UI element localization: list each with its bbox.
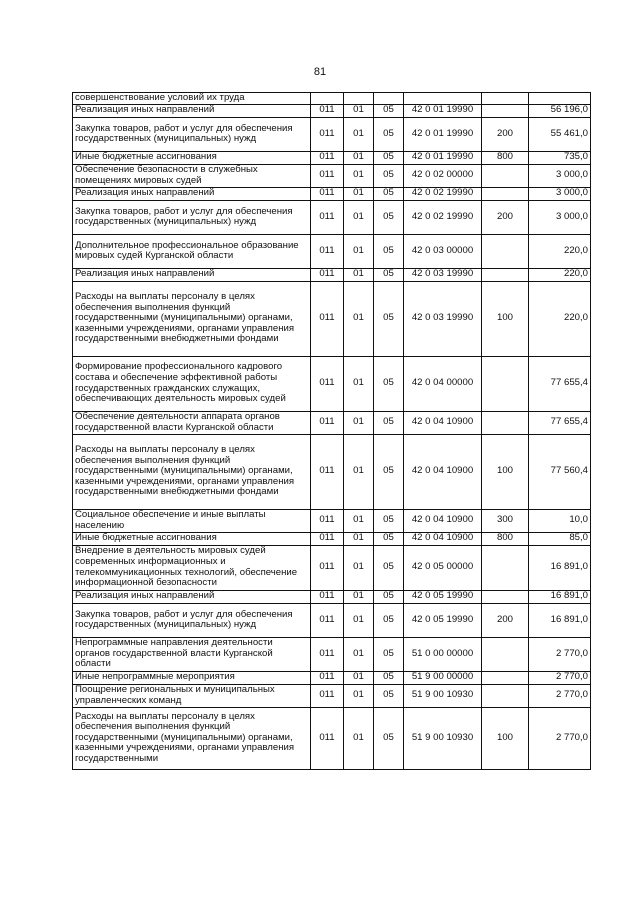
table-row	[73, 532, 591, 545]
cell-grbs: 011	[311, 187, 344, 200]
cell-section: 01	[344, 545, 374, 590]
budget-table-body	[73, 93, 591, 770]
cell-subsection: 05	[374, 590, 404, 603]
cell-expense-type: 300	[482, 509, 529, 532]
cell-grbs: 011	[311, 411, 344, 434]
cell-subsection: 05	[374, 187, 404, 200]
cell-section: 01	[344, 411, 374, 434]
cell-name: Иные непрограммные мероприятия	[73, 671, 311, 684]
cell-expense-type	[482, 684, 529, 707]
budget-table	[72, 92, 591, 770]
cell-section: 01	[344, 200, 374, 234]
cell-target-article: 42 0 04 10900	[404, 434, 482, 509]
cell-subsection: 05	[374, 671, 404, 684]
cell-amount: 16 891,0	[529, 603, 591, 637]
table-row	[73, 164, 591, 187]
cell-target-article: 42 0 03 00000	[404, 234, 482, 268]
cell-subsection: 05	[374, 684, 404, 707]
cell-section: 01	[344, 509, 374, 532]
cell-target-article: 51 9 00 10930	[404, 707, 482, 769]
cell-grbs: 011	[311, 356, 344, 411]
cell-amount: 735,0	[529, 151, 591, 164]
cell-subsection: 05	[374, 509, 404, 532]
cell-amount: 16 891,0	[529, 545, 591, 590]
cell-target-article: 42 0 04 10900	[404, 509, 482, 532]
table-row	[73, 281, 591, 356]
cell-grbs: 011	[311, 707, 344, 769]
table-row	[73, 151, 591, 164]
table-row	[73, 671, 591, 684]
cell-target-article: 42 0 03 19990	[404, 281, 482, 356]
cell-amount: 77 655,4	[529, 411, 591, 434]
cell-expense-type: 800	[482, 532, 529, 545]
cell-section: 01	[344, 707, 374, 769]
cell-grbs: 011	[311, 509, 344, 532]
cell-amount: 3 000,0	[529, 164, 591, 187]
cell-name: Реализация иных направлений	[73, 268, 311, 281]
cell-target-article: 42 0 05 19990	[404, 590, 482, 603]
cell-expense-type	[482, 234, 529, 268]
cell-amount: 3 000,0	[529, 187, 591, 200]
cell-target-article: 42 0 04 10900	[404, 411, 482, 434]
cell-target-article: 42 0 02 00000	[404, 164, 482, 187]
cell-subsection: 05	[374, 603, 404, 637]
cell-name: Реализация иных направлений	[73, 104, 311, 117]
cell-target-article: 42 0 02 19990	[404, 200, 482, 234]
table-row	[73, 509, 591, 532]
cell-subsection: 05	[374, 532, 404, 545]
cell-grbs: 011	[311, 104, 344, 117]
table-row	[73, 590, 591, 603]
cell-expense-type	[482, 268, 529, 281]
table-row	[73, 187, 591, 200]
cell-subsection: 05	[374, 281, 404, 356]
cell-target-article: 51 9 00 00000	[404, 671, 482, 684]
cell-name: Непрограммные направления деятельности органов государственной власти Курганской области	[73, 637, 311, 671]
cell-expense-type: 200	[482, 117, 529, 151]
cell-amount	[529, 93, 591, 105]
cell-expense-type: 100	[482, 707, 529, 769]
cell-expense-type	[482, 93, 529, 105]
cell-grbs: 011	[311, 281, 344, 356]
cell-name: Расходы на выплаты персоналу в целях обеспечения выполнения функций государственными (муниципальными) органами, казенными учреждениями, органами управления государственными внебюджетными фондами	[73, 281, 311, 356]
cell-subsection: 05	[374, 200, 404, 234]
cell-amount: 220,0	[529, 234, 591, 268]
cell-expense-type	[482, 187, 529, 200]
cell-amount: 85,0	[529, 532, 591, 545]
cell-section: 01	[344, 603, 374, 637]
cell-section	[344, 93, 374, 105]
cell-name: Реализация иных направлений	[73, 590, 311, 603]
cell-expense-type: 800	[482, 151, 529, 164]
cell-target-article	[404, 93, 482, 105]
cell-grbs: 011	[311, 671, 344, 684]
cell-target-article: 42 0 05 19990	[404, 603, 482, 637]
cell-target-article: 42 0 05 00000	[404, 545, 482, 590]
cell-subsection: 05	[374, 356, 404, 411]
cell-subsection: 05	[374, 411, 404, 434]
cell-name: Закупка товаров, работ и услуг для обеспечения государственных (муниципальных) нужд	[73, 603, 311, 637]
cell-subsection	[374, 93, 404, 105]
cell-name: Иные бюджетные ассигнования	[73, 151, 311, 164]
cell-grbs: 011	[311, 434, 344, 509]
cell-subsection: 05	[374, 707, 404, 769]
page-number: 81	[313, 66, 327, 78]
table-row	[73, 104, 591, 117]
cell-name: Дополнительное профессиональное образование мировых судей Курганской области	[73, 234, 311, 268]
table-row	[73, 684, 591, 707]
cell-subsection: 05	[374, 434, 404, 509]
cell-subsection: 05	[374, 234, 404, 268]
cell-subsection: 05	[374, 104, 404, 117]
cell-expense-type	[482, 671, 529, 684]
cell-target-article: 42 0 03 19990	[404, 268, 482, 281]
cell-name: Внедрение в деятельность мировых судей современных информационных и телекоммуникационных технологий, обеспечение информационной безопасности	[73, 545, 311, 590]
cell-name: Обеспечение безопасности в служебных помещениях мировых судей	[73, 164, 311, 187]
cell-amount: 56 196,0	[529, 104, 591, 117]
cell-grbs: 011	[311, 117, 344, 151]
cell-section: 01	[344, 164, 374, 187]
cell-expense-type: 200	[482, 603, 529, 637]
cell-name: Закупка товаров, работ и услуг для обеспечения государственных (муниципальных) нужд	[73, 117, 311, 151]
cell-amount: 77 560,4	[529, 434, 591, 509]
cell-grbs: 011	[311, 684, 344, 707]
cell-name: Закупка товаров, работ и услуг для обеспечения государственных (муниципальных) нужд	[73, 200, 311, 234]
table-row	[73, 93, 591, 105]
cell-grbs: 011	[311, 268, 344, 281]
cell-grbs: 011	[311, 234, 344, 268]
table-row	[73, 637, 591, 671]
cell-amount: 55 461,0	[529, 117, 591, 151]
cell-grbs: 011	[311, 590, 344, 603]
cell-subsection: 05	[374, 545, 404, 590]
table-row	[73, 434, 591, 509]
cell-section: 01	[344, 434, 374, 509]
cell-section: 01	[344, 637, 374, 671]
cell-amount: 220,0	[529, 281, 591, 356]
cell-expense-type: 100	[482, 434, 529, 509]
cell-section: 01	[344, 187, 374, 200]
cell-section: 01	[344, 684, 374, 707]
cell-expense-type: 200	[482, 200, 529, 234]
cell-subsection: 05	[374, 117, 404, 151]
cell-section: 01	[344, 671, 374, 684]
cell-name: совершенствование условий их труда	[73, 93, 311, 105]
cell-name: Расходы на выплаты персоналу в целях обеспечения выполнения функций государственными (муниципальными) органами, казенными учреждениями, органами управления государственными внебюджетными фондами	[73, 434, 311, 509]
cell-name: Обеспечение деятельности аппарата органов государственной власти Курганской области	[73, 411, 311, 434]
table-row	[73, 234, 591, 268]
cell-expense-type	[482, 637, 529, 671]
cell-target-article: 42 0 02 19990	[404, 187, 482, 200]
cell-amount: 77 655,4	[529, 356, 591, 411]
cell-amount: 16 891,0	[529, 590, 591, 603]
cell-amount: 2 770,0	[529, 707, 591, 769]
cell-amount: 220,0	[529, 268, 591, 281]
cell-amount: 2 770,0	[529, 684, 591, 707]
cell-expense-type	[482, 104, 529, 117]
cell-section: 01	[344, 234, 374, 268]
table-row	[73, 200, 591, 234]
cell-name: Социальное обеспечение и иные выплаты населению	[73, 509, 311, 532]
cell-target-article: 42 0 01 19990	[404, 117, 482, 151]
cell-expense-type	[482, 411, 529, 434]
cell-target-article: 42 0 01 19990	[404, 151, 482, 164]
cell-section: 01	[344, 281, 374, 356]
cell-grbs: 011	[311, 532, 344, 545]
cell-expense-type	[482, 590, 529, 603]
cell-expense-type	[482, 356, 529, 411]
cell-subsection: 05	[374, 268, 404, 281]
cell-grbs: 011	[311, 637, 344, 671]
cell-subsection: 05	[374, 637, 404, 671]
table-row	[73, 117, 591, 151]
table-row	[73, 603, 591, 637]
cell-name: Реализация иных направлений	[73, 187, 311, 200]
cell-amount: 2 770,0	[529, 671, 591, 684]
cell-section: 01	[344, 356, 374, 411]
table-row	[73, 707, 591, 769]
cell-section: 01	[344, 590, 374, 603]
cell-section: 01	[344, 151, 374, 164]
cell-section: 01	[344, 117, 374, 151]
cell-grbs: 011	[311, 164, 344, 187]
cell-amount: 3 000,0	[529, 200, 591, 234]
table-row	[73, 545, 591, 590]
cell-grbs: 011	[311, 200, 344, 234]
table-row	[73, 268, 591, 281]
cell-expense-type	[482, 545, 529, 590]
cell-section: 01	[344, 268, 374, 281]
cell-grbs: 011	[311, 603, 344, 637]
cell-amount: 2 770,0	[529, 637, 591, 671]
table-row	[73, 411, 591, 434]
cell-section: 01	[344, 104, 374, 117]
cell-target-article: 42 0 01 19990	[404, 104, 482, 117]
cell-subsection: 05	[374, 151, 404, 164]
cell-grbs	[311, 93, 344, 105]
cell-target-article: 51 0 00 00000	[404, 637, 482, 671]
cell-name: Поощрение региональных и муниципальных управленческих команд	[73, 684, 311, 707]
cell-expense-type	[482, 164, 529, 187]
cell-grbs: 011	[311, 545, 344, 590]
cell-amount: 10,0	[529, 509, 591, 532]
cell-name: Иные бюджетные ассигнования	[73, 532, 311, 545]
table-row	[73, 356, 591, 411]
cell-section: 01	[344, 532, 374, 545]
cell-subsection: 05	[374, 164, 404, 187]
cell-expense-type: 100	[482, 281, 529, 356]
cell-target-article: 42 0 04 10900	[404, 532, 482, 545]
cell-name: Формирование профессионального кадрового состава и обеспечение эффективной работы государственных гражданских служащих, обеспечивающих деятельность мировых судей	[73, 356, 311, 411]
cell-target-article: 42 0 04 00000	[404, 356, 482, 411]
cell-target-article: 51 9 00 10930	[404, 684, 482, 707]
cell-name: Расходы на выплаты персоналу в целях обеспечения выполнения функций государственными (муниципальными) органами, казенными учреждениями, органами управления государственными	[73, 707, 311, 769]
cell-grbs: 011	[311, 151, 344, 164]
